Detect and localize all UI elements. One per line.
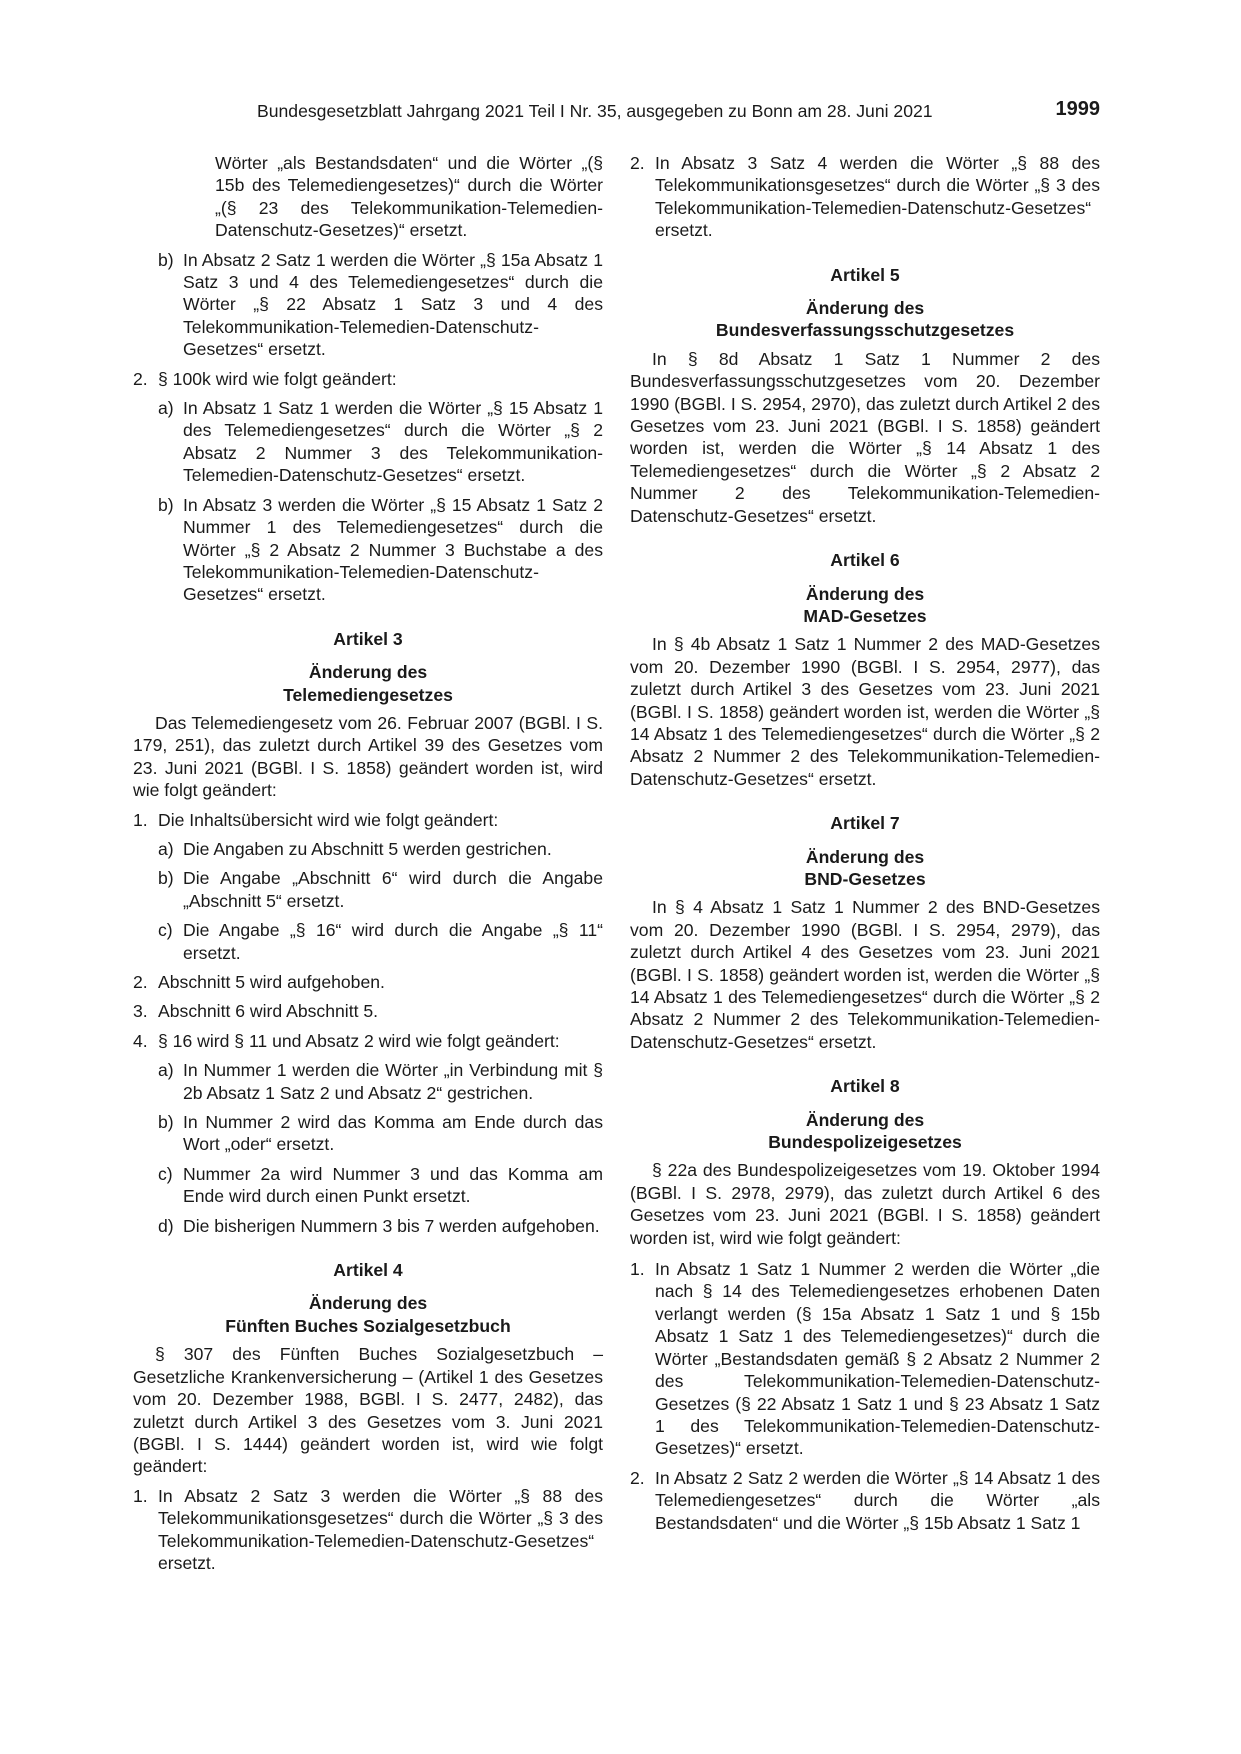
item-number: 2. xyxy=(630,153,645,173)
item-text: In Absatz 2 Satz 1 werden die Wörter „§ 15a Absatz 1 Satz 3 und 4 des Telemediengesetzes“ durch die Wörter „§ 22 Absatz 1 Satz 3 und 4 des Telekommunikation-Telemedien-Datenschutz-Gesetzes“ ersetzt. xyxy=(183,249,603,360)
list-item xyxy=(630,1467,1100,1534)
item-number: a) xyxy=(158,1060,174,1081)
item-number: a) xyxy=(158,398,174,419)
list-item xyxy=(133,1000,603,1022)
list-item xyxy=(133,838,603,860)
left-column xyxy=(133,152,603,1581)
item-text: In Absatz 2 Satz 3 werden die Wörter „§ 88 des Telekommunikationsgesetzes“ durch die Wörter „§ 3 des Telekommunikation-Telemedien-Datenschutz-Gesetzes“ ersetzt. xyxy=(158,1485,603,1573)
article-title-line: Änderung des xyxy=(805,298,925,319)
list-item xyxy=(133,1163,603,1208)
article-title-line: Änderung des xyxy=(805,583,925,604)
list-item xyxy=(133,1215,603,1237)
item-number: 1. xyxy=(630,1259,645,1280)
article-title-line: Telemediengesetzes xyxy=(283,684,453,705)
right-column xyxy=(630,152,1100,1541)
item-text: In Absatz 3 werden die Wörter „§ 15 Absatz 1 Satz 2 Nummer 1 des Telemediengesetzes“ durch die Wörter „§ 2 Absatz 2 Nummer 3 Buchstabe a des Telekommunikation-Telemedien-Datenschutz-Gesetzes“ ersetzt. xyxy=(183,494,603,605)
list-item xyxy=(133,867,603,912)
list-item xyxy=(133,1111,603,1156)
item-text: In Nummer 2 wird das Komma am Ende durch das Wort „oder“ ersetzt. xyxy=(183,1112,603,1155)
item-text: Die Inhaltsübersicht wird wie folgt geändert: xyxy=(158,809,499,830)
item-text: § 100k wird wie folgt geändert: xyxy=(158,368,397,389)
item-number: c) xyxy=(158,920,173,941)
item-text: In Absatz 1 Satz 1 werden die Wörter „§ 15 Absatz 1 des Telemediengesetzes“ durch die Wörter „§ 2 Absatz 2 Nummer 3 des Telekommunikation-Telemedien-Datenschutz-Gesetzes“ ersetzt. xyxy=(183,398,603,486)
item-text: Abschnitt 6 wird Abschnitt 5. xyxy=(158,1001,379,1022)
item-text: In Absatz 2 Satz 2 werden die Wörter „§ 14 Absatz 1 des Telemediengesetzes“ durch die Wörter „als Bestandsdaten“ und die Wörter „§ 15b Absatz 1 Satz 1 xyxy=(655,1467,1100,1533)
page-number: 1999 xyxy=(1055,98,1100,120)
item-text: Die Angabe „§ 16“ wird durch die Angabe „§ 11“ ersetzt. xyxy=(183,920,603,963)
article-title-line: MAD-Gesetzes xyxy=(803,605,927,626)
item-number: b) xyxy=(158,494,174,515)
list-item xyxy=(133,1485,603,1575)
item-text: Nummer 2a wird Nummer 3 und das Komma am Ende wird durch einen Punkt ersetzt. xyxy=(183,1163,603,1207)
article-number: Artikel 5 xyxy=(830,264,900,285)
article-number: Artikel 7 xyxy=(830,813,900,834)
article-body: In § 8d Absatz 1 Satz 1 Nummer 2 des Bundesverfassungsschutzgesetzes vom 20. Dezember 1990 (BGBl. I S. 2954, 2970), das zuletzt durch Artikel 2 des Gesetzes vom 23. Juni 2021 (BGBl. I S. 1858) geändert worden ist, werden die Wörter „§ 14 Absatz 1 des Telemediengesetzes“ durch die Wörter „§ 2 Absatz 2 Nummer 2 des Telekommunikation-Telemedien-Datenschutz-Gesetzes“ ersetzt. xyxy=(630,348,1100,526)
item-number: 4. xyxy=(133,1030,148,1051)
article-title-line: Fünften Buches Sozialgesetzbuch xyxy=(225,1315,511,1336)
item-text: § 16 wird § 11 und Absatz 2 wird wie folgt geändert: xyxy=(158,1030,560,1051)
item-text: In Nummer 1 werden die Wörter „in Verbindung mit § 2b Absatz 1 Satz 2 und Absatz 2“ gestrichen. xyxy=(183,1060,603,1103)
item-text: Die bisherigen Nummern 3 bis 7 werden aufgehoben. xyxy=(183,1215,600,1236)
continued-paragraph: Wörter „als Bestandsdaten“ und die Wörter „(§ 15b des Telemediengesetzes)“ durch die Wörter „(§ 23 des Telekommunikation-Telemedien-Datenschutz-Gesetzes)“ ersetzt. xyxy=(215,153,603,241)
list-item xyxy=(133,919,603,964)
article-number: Artikel 8 xyxy=(830,1076,900,1097)
article-title-line: Änderung des xyxy=(805,846,925,867)
list-item xyxy=(133,249,603,361)
article-number: Artikel 6 xyxy=(830,550,900,571)
list-item xyxy=(630,152,1100,242)
item-text: Die Angaben zu Abschnitt 5 werden gestrichen. xyxy=(183,838,552,859)
item-number: 1. xyxy=(133,809,148,830)
item-number: 2. xyxy=(630,1467,645,1488)
list-item xyxy=(133,397,603,487)
item-number: b) xyxy=(158,249,174,270)
article-number: Artikel 3 xyxy=(333,628,403,649)
item-text: Die Angabe „Abschnitt 6“ wird durch die Angabe „Abschnitt 5“ ersetzt. xyxy=(183,868,603,911)
article-number: Artikel 4 xyxy=(333,1260,403,1281)
item-number: 1. xyxy=(133,1485,148,1506)
article-title-line: BND-Gesetzes xyxy=(804,868,926,889)
running-title: Bundesgesetzblatt Jahrgang 2021 Teil I Nr. 35, ausgegeben zu Bonn am 28. Juni 2021 xyxy=(257,101,933,121)
item-number: 2. xyxy=(133,972,148,992)
list-item xyxy=(133,1059,603,1104)
item-number: 3. xyxy=(133,1001,148,1022)
item-text: Abschnitt 5 wird aufgehoben. xyxy=(158,972,385,992)
article-title-line: Bundespolizeigesetzes xyxy=(768,1132,962,1153)
article-intro: Das Telemediengesetz vom 26. Februar 2007 (BGBl. I S. 179, 251), das zuletzt durch Artikel 39 des Gesetzes vom 23. Juni 2021 (BGBl. I S. 1858) geändert worden ist, wird wie folgt geändert: xyxy=(133,712,603,801)
article-title-line: Änderung des xyxy=(308,662,428,683)
article-intro: § 307 des Fünften Buches Sozialgesetzbuch – Gesetzliche Krankenversicherung – (Artikel 1 des Gesetzes vom 20. Dezember 1988, BGBl. I S. 2477, 2482), das zuletzt durch Artikel 3 des Gesetzes vom 3. Juni 2021 (BGBl. I S. 1444) geändert worden ist, wird wie folgt geändert: xyxy=(133,1344,603,1477)
article-title-line: Änderung des xyxy=(308,1293,428,1314)
item-number: d) xyxy=(158,1215,174,1236)
page-header xyxy=(257,100,1100,126)
item-number: b) xyxy=(158,868,174,889)
list-item xyxy=(133,971,603,993)
article-body: In § 4 Absatz 1 Satz 1 Nummer 2 des BND-Gesetzes vom 20. Dezember 1990 (BGBl. I S. 2954, 2979), das zuletzt durch Artikel 4 des Gesetzes vom 23. Juni 2021 (BGBl. I S. 1858) geändert worden ist, werden die Wörter „§ 14 Absatz 1 des Telemediengesetzes“ durch die Wörter „§ 2 Absatz 2 Nummer 2 des Telekommunikation-Telemedien-Datenschutz-Gesetzes“ ersetzt. xyxy=(630,897,1100,1052)
article-title-line: Änderung des xyxy=(805,1109,925,1130)
list-item xyxy=(133,494,603,606)
item-number: c) xyxy=(158,1163,173,1184)
article-intro: § 22a des Bundespolizeigesetzes vom 19. Oktober 1994 (BGBl. I S. 2978, 2979), das zuletzt durch Artikel 6 des Gesetzes vom 23. Juni 2021 (BGBl. I S. 1858) geändert worden ist, wird wie folgt geändert: xyxy=(630,1160,1100,1248)
item-text: In Absatz 1 Satz 1 Nummer 2 werden die Wörter „die nach § 14 des Telemediengesetzes erhobenen Daten verlangt werden (§ 15a Absatz 1 Satz 1 und § 15b Absatz 1 Satz 1 des Telemediengesetzes)“ durch die Wörter „Bestandsdaten gemäß § 2 Absatz 2 Nummer 2 des Telekommunikation-Telemedien-Datenschutz-Gesetzes (§ 22 Absatz 1 Satz 1 und § 23 Absatz 1 Satz 1 des Telekommunikation-Telemedien-Datenschutz-Gesetzes)“ ersetzt. xyxy=(655,1259,1100,1459)
list-item xyxy=(630,1258,1100,1460)
article-title-line: Bundesverfassungsschutzgesetzes xyxy=(715,320,1015,341)
list-item xyxy=(133,368,603,390)
article-body: In § 4b Absatz 1 Satz 1 Nummer 2 des MAD-Gesetzes vom 20. Dezember 1990 (BGBl. I S. 2954, 2977), das zuletzt durch Artikel 3 des Gesetzes vom 23. Juni 2021 (BGBl. I S. 1858) geändert worden ist, werden die Wörter „§ 14 Absatz 1 des Telemediengesetzes“ durch die Wörter „§ 2 Absatz 2 Nummer 2 des Telekommunikation-Telemedien-Datenschutz-Gesetzes“ ersetzt. xyxy=(630,634,1100,789)
list-item xyxy=(133,809,603,831)
item-number: a) xyxy=(158,838,174,859)
item-number: 2. xyxy=(133,368,148,389)
item-number: b) xyxy=(158,1112,174,1133)
item-text: In Absatz 3 Satz 4 werden die Wörter „§ 88 des Telekommunikationsgesetzes“ durch die Wörter „§ 3 des Telekommunikation-Telemedien-Datenschutz-Gesetzes“ ersetzt. xyxy=(655,153,1100,241)
list-item xyxy=(133,1030,603,1052)
